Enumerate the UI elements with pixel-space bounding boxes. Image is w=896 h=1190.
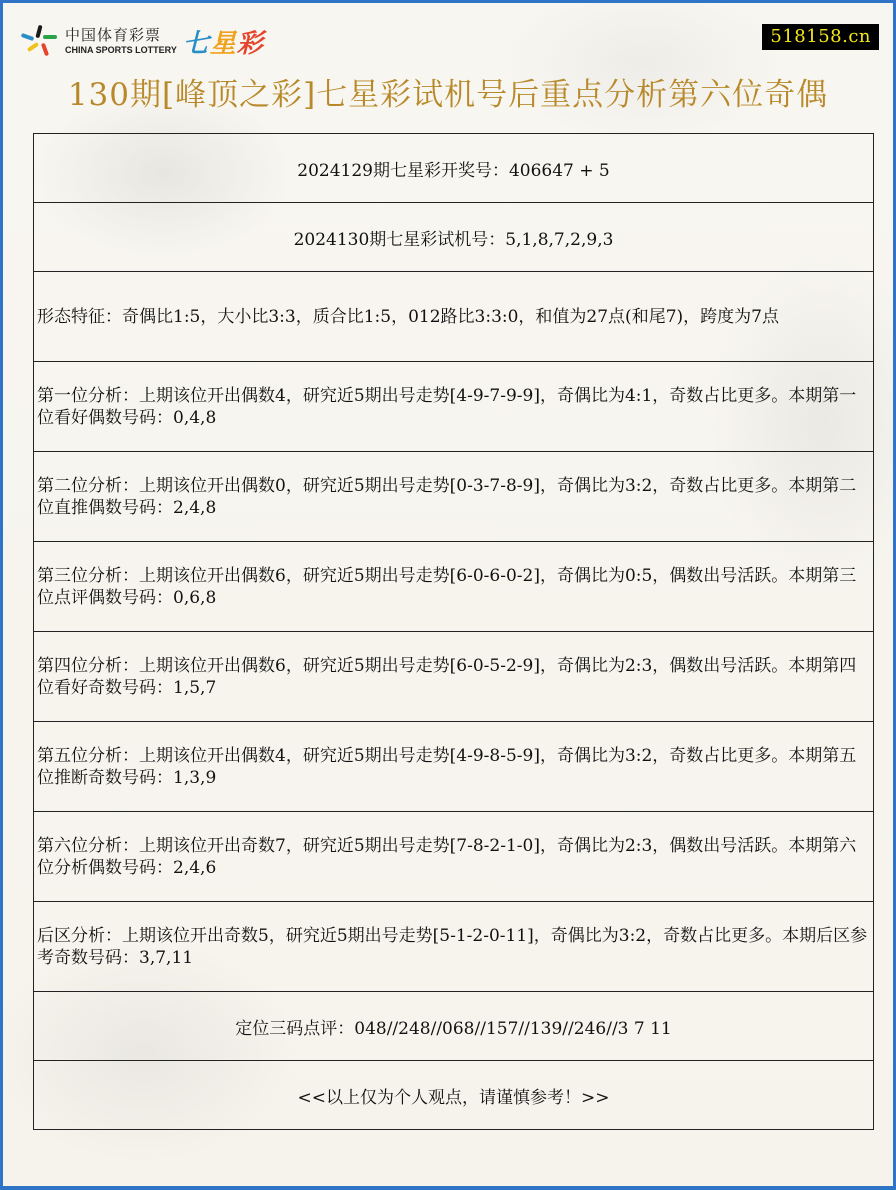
position-2-analysis: 第二位分析：上期该位开出偶数0，研究近5期出号走势[0-3-7-8-9]，奇偶比为3:2，奇数占比更多。本期第二位直推偶数号码：2,4,8	[34, 452, 874, 542]
position-3-analysis: 第三位分析：上期该位开出偶数6，研究近5期出号走势[6-0-6-0-2]，奇偶比为0:5，偶数出号活跃。本期第三位点评偶数号码：0,6,8	[34, 542, 874, 632]
position-4-analysis: 第四位分析：上期该位开出偶数6，研究近5期出号走势[6-0-5-2-9]，奇偶比为2:3，偶数出号活跃。本期第四位看好奇数号码：1,5,7	[34, 632, 874, 722]
draw-result-cell: 2024129期七星彩开奖号：406647 + 5	[34, 134, 874, 203]
table-row	[34, 542, 874, 632]
back-zone-analysis: 后区分析：上期该位开出奇数5，研究近5期出号走势[5-1-2-0-11]，奇偶比为3:2，奇数占比更多。本期后区参考奇数号码：3,7,11	[34, 902, 874, 992]
logo-chinese-text: 中国体育彩票	[65, 25, 162, 44]
analysis-table	[33, 133, 874, 1130]
position-1-analysis: 第一位分析：上期该位开出偶数4，研究近5期出号走势[4-9-7-9-9]，奇偶比为4:1，奇数占比更多。本期第一位看好偶数号码：0,4,8	[34, 362, 874, 452]
position-6-analysis: 第六位分析：上期该位开出奇数7，研究近5期出号走势[7-8-2-1-0]，奇偶比为2:3，偶数出号活跃。本期第六位分析偶数号码：2,4,6	[34, 812, 874, 902]
table-row	[34, 362, 874, 452]
table-row	[34, 1061, 874, 1130]
disclaimer-cell: <<以上仅为个人观点，请谨慎参考！>>	[34, 1061, 874, 1130]
table-row	[34, 902, 874, 992]
logo-english-text: CHINA SPORTS LOTTERY	[65, 44, 177, 55]
site-domain-badge: 518158.cn	[762, 24, 879, 50]
lottery-star-logo-icon	[21, 23, 59, 59]
qixingcai-brand	[183, 23, 264, 60]
table-row	[34, 722, 874, 812]
brand-char-2: 星	[209, 28, 237, 59]
brand-char-1: 七	[182, 28, 210, 59]
table-row	[34, 272, 874, 362]
table-row	[34, 992, 874, 1061]
pattern-features-cell: 形态特征：奇偶比1:5，大小比3:3，质合比1:5，012路比3:3:0，和值为27点(和尾7)，跨度为7点	[34, 272, 874, 362]
table-row	[34, 452, 874, 542]
trial-numbers-cell: 2024130期七星彩试机号：5,1,8,7,2,9,3	[34, 203, 874, 272]
table-row	[34, 203, 874, 272]
summary-cell: 定位三码点评：048//248//068//157//139//246//3 7 11	[34, 992, 874, 1061]
page-title: 130期[峰顶之彩]七星彩试机号后重点分析第六位奇偶	[67, 77, 829, 113]
brand-char-3: 彩	[236, 28, 264, 59]
table-row	[34, 632, 874, 722]
china-sports-lottery-logo	[21, 23, 264, 59]
table-row	[34, 134, 874, 203]
table-row	[34, 812, 874, 902]
position-5-analysis: 第五位分析：上期该位开出偶数4，研究近5期出号走势[4-9-8-5-9]，奇偶比为3:2，奇数占比更多。本期第五位推断奇数号码：1,3,9	[34, 722, 874, 812]
